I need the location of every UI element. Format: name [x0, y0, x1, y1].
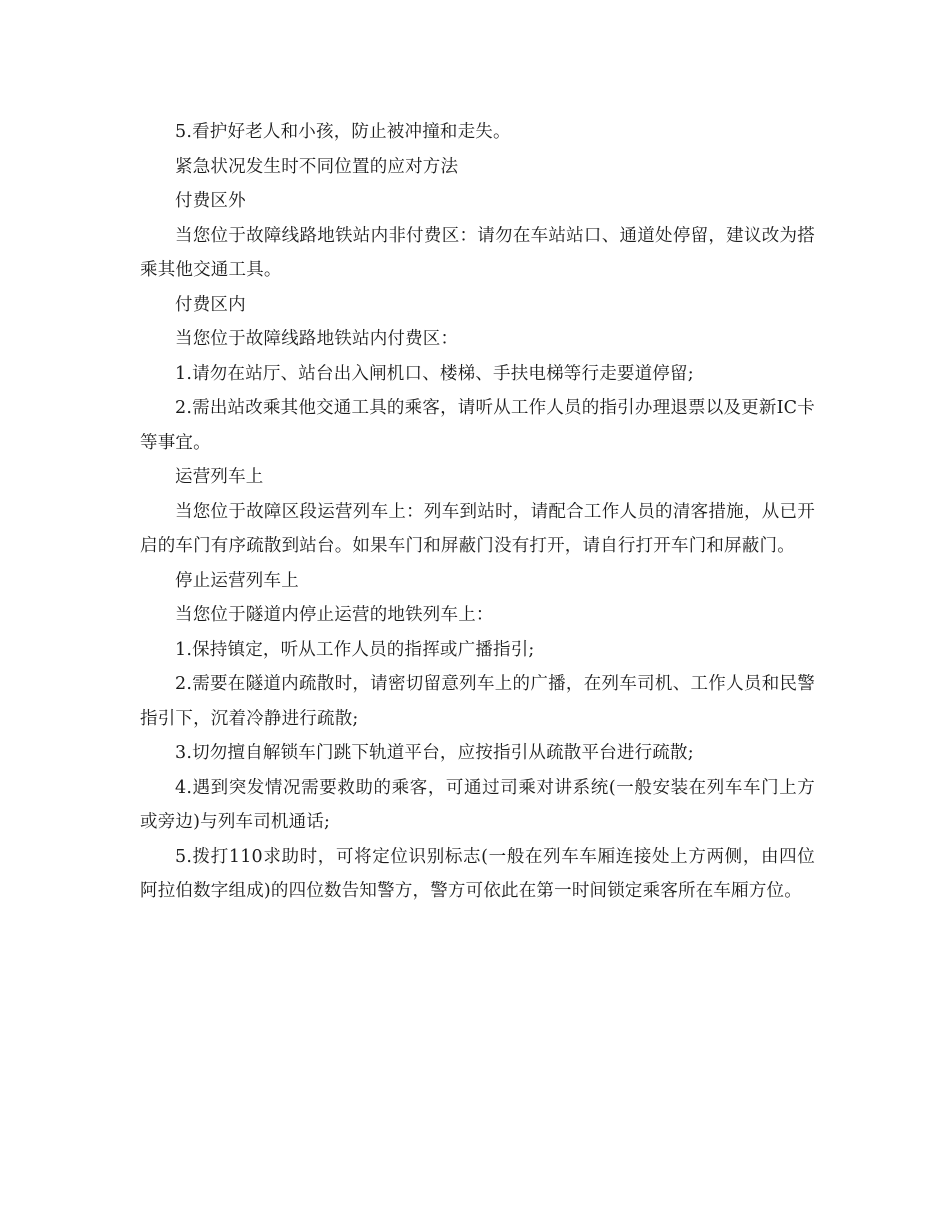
paragraph-outside-paid-area: 当您位于故障线路地铁站内非付费区：请勿在车站站口、通道处停留，建议改为搭乘其他交通工具。: [140, 225, 815, 280]
subheading-operating-train: 运营列车上: [175, 467, 264, 487]
list-item-stopped-train-4: 4.遇到突发情况需要救助的乘客，可通过司乘对讲系统(一般安装在列车车门上方或旁边)与列车司机通话;: [140, 777, 815, 832]
paragraph-operating-train: 当您位于故障区段运营列车上：列车到站时，请配合工作人员的清客措施，从已开启的车门有序疏散到站台。如果车门和屏蔽门没有打开，请自行打开车门和屏蔽门。: [140, 501, 815, 556]
document-body: [140, 115, 815, 909]
list-item-paid-area-2: 2.需出站改乘其他交通工具的乘客，请听从工作人员的指引办理退票以及更新IC卡等事宜。: [140, 398, 815, 453]
subheading-stopped-train: 停止运营列车上: [175, 570, 299, 591]
list-item-stopped-train-2: 2.需要在隧道内疏散时，请密切留意列车上的广播，在列车司机、工作人员和民警指引下，沉着冷静进行疏散;: [140, 674, 815, 729]
section-heading-emergency-methods: 紧急状况发生时不同位置的应对方法: [175, 156, 459, 177]
list-item-stopped-train-1: 1.保持镇定，听从工作人员的指挥或广播指引;: [175, 639, 535, 660]
list-item-stopped-train-5: 5.拨打110求助时，可将定位识别标志(一般在列车车厢连接处上方两侧，由四位阿拉伯数字组成)的四位数告知警方，警方可依此在第一时间锁定乘客所在车厢方位。: [140, 846, 815, 901]
paragraph-stopped-train-intro: 当您位于隧道内停止运营的地铁列车上：: [175, 605, 494, 625]
subheading-outside-paid-area: 付费区外: [175, 191, 246, 211]
subheading-inside-paid-area: 付费区内: [175, 294, 246, 315]
paragraph-inside-paid-area-intro: 当您位于故障线路地铁站内付费区：: [175, 329, 459, 349]
list-item-paid-area-1: 1.请勿在站厅、站台出入闸机口、楼梯、手扶电梯等行走要道停留;: [175, 363, 694, 384]
list-item-care-elderly-children: 5.看护好老人和小孩，防止被冲撞和走失。: [175, 122, 511, 142]
list-item-stopped-train-3: 3.切勿擅自解锁车门跳下轨道平台，应按指引从疏散平台进行疏散;: [175, 743, 694, 763]
